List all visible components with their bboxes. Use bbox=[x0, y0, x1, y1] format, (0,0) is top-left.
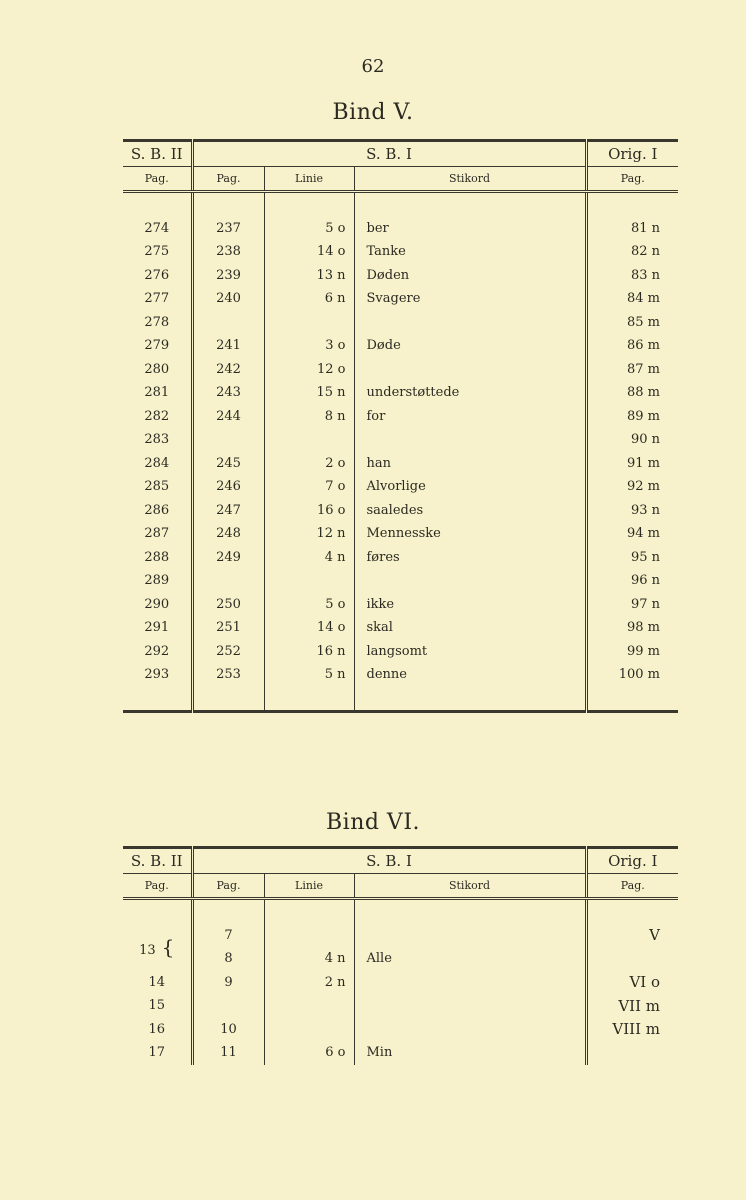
table-row bbox=[123, 287, 678, 311]
cell-sb2: 289 bbox=[144, 573, 170, 589]
cell-orig: 99 m bbox=[586, 640, 678, 664]
cell-orig: 95 n bbox=[586, 546, 678, 570]
cell-pag-sb1: 249 bbox=[192, 546, 264, 570]
section-title-bind-vi: Bind VI. bbox=[325, 810, 421, 835]
cell-sb2-13-value: 13 bbox=[139, 943, 156, 958]
cell-pag-sb1: 251 bbox=[192, 616, 264, 640]
cell-linie bbox=[264, 924, 354, 948]
table-row bbox=[123, 358, 678, 382]
cell-orig: 93 n bbox=[586, 499, 678, 523]
cell-stikord: for bbox=[354, 405, 586, 429]
cell-sb2: 290 bbox=[144, 596, 170, 612]
cell-stikord: langsomt bbox=[354, 640, 586, 664]
cell-pag-sb1: 248 bbox=[192, 522, 264, 546]
header-row bbox=[123, 848, 678, 874]
cell-pag-sb1: 244 bbox=[192, 405, 264, 429]
table-row bbox=[123, 1018, 678, 1042]
cell-stikord: denne bbox=[354, 663, 586, 687]
cell-stikord bbox=[354, 1018, 586, 1042]
cell-stikord bbox=[354, 311, 586, 335]
cell-linie: 4 n bbox=[264, 947, 354, 971]
subheader-pag-sb1: Pag. bbox=[192, 166, 264, 192]
cell-stikord: understøttede bbox=[354, 381, 586, 405]
subheader-pag-sb2: Pag. bbox=[123, 873, 192, 899]
cell-sb2: 292 bbox=[144, 643, 170, 659]
table-row bbox=[123, 381, 678, 405]
table-row bbox=[123, 475, 678, 499]
cell-pag-sb1: 7 bbox=[192, 924, 264, 948]
cell-linie: 16 o bbox=[264, 499, 354, 523]
cell-sb2: 293 bbox=[144, 667, 170, 683]
cell-stikord: Min bbox=[354, 1041, 586, 1065]
cell-sb2: 283 bbox=[144, 432, 170, 448]
table-row bbox=[123, 663, 678, 687]
subheader-stikord: Stikord bbox=[354, 873, 586, 899]
cell-orig: 89 m bbox=[586, 405, 678, 429]
cell-pag-sb1: 250 bbox=[192, 593, 264, 617]
cell-orig bbox=[586, 1041, 678, 1065]
cell-orig: 85 m bbox=[586, 311, 678, 335]
subheader-stikord: Stikord bbox=[354, 166, 586, 192]
cell-linie: 3 o bbox=[264, 334, 354, 358]
cell-orig: V bbox=[586, 924, 678, 948]
cell-orig: 90 n bbox=[586, 428, 678, 452]
cell-sb2: 286 bbox=[144, 502, 170, 518]
header-sb2: S. B. II bbox=[123, 141, 192, 167]
cell-pag-sb1: 9 bbox=[192, 971, 264, 995]
cell-orig: 81 n bbox=[586, 217, 678, 241]
cell-linie: 7 o bbox=[264, 475, 354, 499]
table-row bbox=[123, 334, 678, 358]
table-row bbox=[123, 971, 678, 995]
cell-stikord: Svagere bbox=[354, 287, 586, 311]
table-row bbox=[123, 569, 678, 593]
cell-orig: VII m bbox=[586, 994, 678, 1018]
table-row bbox=[123, 240, 678, 264]
header-orig1: Orig. I bbox=[586, 141, 678, 167]
cell-sb2: 276 bbox=[144, 267, 170, 283]
cell-orig: VIII m bbox=[586, 1018, 678, 1042]
brace-icon: { bbox=[161, 935, 175, 959]
cell-linie: 13 n bbox=[264, 264, 354, 288]
cell-stikord: ikke bbox=[354, 593, 586, 617]
subheader-pag-sb2: Pag. bbox=[123, 166, 192, 192]
cell-linie bbox=[264, 428, 354, 452]
cell-stikord: Alvorlige bbox=[354, 475, 586, 499]
cell-pag-sb1: 11 bbox=[192, 1041, 264, 1065]
cell-linie: 6 o bbox=[264, 1041, 354, 1065]
cell-pag-sb1 bbox=[192, 569, 264, 593]
cell-linie: 12 o bbox=[264, 358, 354, 382]
cell-sb2: 15 bbox=[148, 998, 166, 1014]
cell-linie bbox=[264, 994, 354, 1018]
cell-linie: 6 n bbox=[264, 287, 354, 311]
cell-orig: 96 n bbox=[586, 569, 678, 593]
header-sb2: S. B. II bbox=[123, 848, 192, 874]
header-row bbox=[123, 141, 678, 167]
cell-stikord: saaledes bbox=[354, 499, 586, 523]
cell-stikord: Mennesske bbox=[354, 522, 586, 546]
cell-sb2: 277 bbox=[144, 291, 170, 307]
cell-linie: 12 n bbox=[264, 522, 354, 546]
cell-orig: 82 n bbox=[586, 240, 678, 264]
cell-pag-sb1: 238 bbox=[192, 240, 264, 264]
cell-orig: 94 m bbox=[586, 522, 678, 546]
cell-orig: 91 m bbox=[586, 452, 678, 476]
bind-vi-table bbox=[123, 846, 678, 1065]
table-row bbox=[123, 428, 678, 452]
cell-sb2: 274 bbox=[144, 220, 170, 236]
table-row bbox=[123, 924, 678, 948]
cell-orig: 88 m bbox=[586, 381, 678, 405]
subheader-pag-sb1: Pag. bbox=[192, 873, 264, 899]
cell-orig: 83 n bbox=[586, 264, 678, 288]
table-row bbox=[123, 499, 678, 523]
cell-sb2: 17 bbox=[148, 1045, 166, 1061]
cell-pag-sb1: 10 bbox=[192, 1018, 264, 1042]
spacer-row bbox=[123, 899, 678, 924]
cell-linie bbox=[264, 311, 354, 335]
cell-linie: 5 n bbox=[264, 663, 354, 687]
cell-sb2: 278 bbox=[144, 314, 170, 330]
cell-sb2: 285 bbox=[144, 479, 170, 495]
cell-pag-sb1: 252 bbox=[192, 640, 264, 664]
subheader-row bbox=[123, 166, 678, 192]
cell-orig: 98 m bbox=[586, 616, 678, 640]
bind-v-table bbox=[123, 139, 678, 713]
cell-sb2-13 bbox=[123, 924, 192, 971]
cell-linie: 15 n bbox=[264, 381, 354, 405]
subheader-pag-orig: Pag. bbox=[586, 166, 678, 192]
cell-sb2: 16 bbox=[148, 1021, 166, 1037]
subheader-pag-orig: Pag. bbox=[586, 873, 678, 899]
cell-sb2: 287 bbox=[144, 526, 170, 542]
cell-pag-sb1: 239 bbox=[192, 264, 264, 288]
cell-orig bbox=[586, 947, 678, 971]
cell-orig: VI o bbox=[586, 971, 678, 995]
table-row bbox=[123, 994, 678, 1018]
spacer-row bbox=[123, 192, 678, 217]
cell-stikord bbox=[354, 428, 586, 452]
cell-pag-sb1: 247 bbox=[192, 499, 264, 523]
cell-linie: 2 o bbox=[264, 452, 354, 476]
cell-stikord bbox=[354, 924, 586, 948]
cell-sb2: 288 bbox=[144, 549, 170, 565]
table-row bbox=[123, 616, 678, 640]
cell-linie: 14 o bbox=[264, 240, 354, 264]
cell-sb2: 282 bbox=[144, 408, 170, 424]
cell-pag-sb1 bbox=[192, 994, 264, 1018]
table-row bbox=[123, 311, 678, 335]
cell-pag-sb1 bbox=[192, 428, 264, 452]
cell-linie: 2 n bbox=[264, 971, 354, 995]
subheader-row bbox=[123, 873, 678, 899]
page-number: 62 bbox=[361, 56, 385, 77]
cell-orig: 100 m bbox=[586, 663, 678, 687]
table-row bbox=[123, 593, 678, 617]
cell-linie: 5 o bbox=[264, 593, 354, 617]
table-row bbox=[123, 546, 678, 570]
subheader-linie: Linie bbox=[264, 166, 354, 192]
table-row bbox=[123, 640, 678, 664]
header-orig1: Orig. I bbox=[586, 848, 678, 874]
table-row bbox=[123, 947, 678, 971]
cell-sb2: 284 bbox=[144, 455, 170, 471]
cell-pag-sb1: 241 bbox=[192, 334, 264, 358]
cell-linie: 8 n bbox=[264, 405, 354, 429]
table-row bbox=[123, 522, 678, 546]
cell-stikord: Tanke bbox=[354, 240, 586, 264]
table-end-rule bbox=[123, 687, 678, 712]
cell-stikord: føres bbox=[354, 546, 586, 570]
cell-stikord bbox=[354, 569, 586, 593]
cell-stikord bbox=[354, 358, 586, 382]
cell-pag-sb1 bbox=[192, 311, 264, 335]
cell-orig: 84 m bbox=[586, 287, 678, 311]
cell-pag-sb1: 242 bbox=[192, 358, 264, 382]
cell-orig: 86 m bbox=[586, 334, 678, 358]
cell-orig: 92 m bbox=[586, 475, 678, 499]
cell-linie: 16 n bbox=[264, 640, 354, 664]
cell-linie bbox=[264, 1018, 354, 1042]
cell-stikord: skal bbox=[354, 616, 586, 640]
cell-stikord: Døden bbox=[354, 264, 586, 288]
header-sb1: S. B. I bbox=[192, 141, 586, 167]
cell-pag-sb1: 245 bbox=[192, 452, 264, 476]
table-row bbox=[123, 264, 678, 288]
cell-sb2: 279 bbox=[144, 338, 170, 354]
cell-pag-sb1: 8 bbox=[192, 947, 264, 971]
cell-stikord: Døde bbox=[354, 334, 586, 358]
table-row bbox=[123, 1041, 678, 1065]
table-row bbox=[123, 405, 678, 429]
cell-orig: 97 n bbox=[586, 593, 678, 617]
cell-orig: 87 m bbox=[586, 358, 678, 382]
subheader-linie: Linie bbox=[264, 873, 354, 899]
header-sb1: S. B. I bbox=[192, 848, 586, 874]
cell-linie: 5 o bbox=[264, 217, 354, 241]
table-row bbox=[123, 217, 678, 241]
cell-stikord: han bbox=[354, 452, 586, 476]
cell-stikord bbox=[354, 994, 586, 1018]
cell-stikord: Alle bbox=[354, 947, 586, 971]
cell-sb2: 281 bbox=[144, 385, 170, 401]
cell-sb2: 275 bbox=[144, 244, 170, 260]
bind-v-body bbox=[123, 217, 678, 687]
cell-pag-sb1: 237 bbox=[192, 217, 264, 241]
cell-linie: 14 o bbox=[264, 616, 354, 640]
table-row bbox=[123, 452, 678, 476]
cell-linie: 4 n bbox=[264, 546, 354, 570]
cell-sb2: 14 bbox=[148, 974, 166, 990]
cell-pag-sb1: 243 bbox=[192, 381, 264, 405]
section-title-bind-v: Bind V. bbox=[332, 100, 414, 125]
cell-linie bbox=[264, 569, 354, 593]
cell-stikord: ber bbox=[354, 217, 586, 241]
bind-vi-body bbox=[123, 971, 678, 1065]
cell-stikord bbox=[354, 971, 586, 995]
cell-pag-sb1: 253 bbox=[192, 663, 264, 687]
cell-pag-sb1: 240 bbox=[192, 287, 264, 311]
cell-pag-sb1: 246 bbox=[192, 475, 264, 499]
cell-sb2: 291 bbox=[144, 620, 170, 636]
cell-sb2: 280 bbox=[144, 361, 170, 377]
